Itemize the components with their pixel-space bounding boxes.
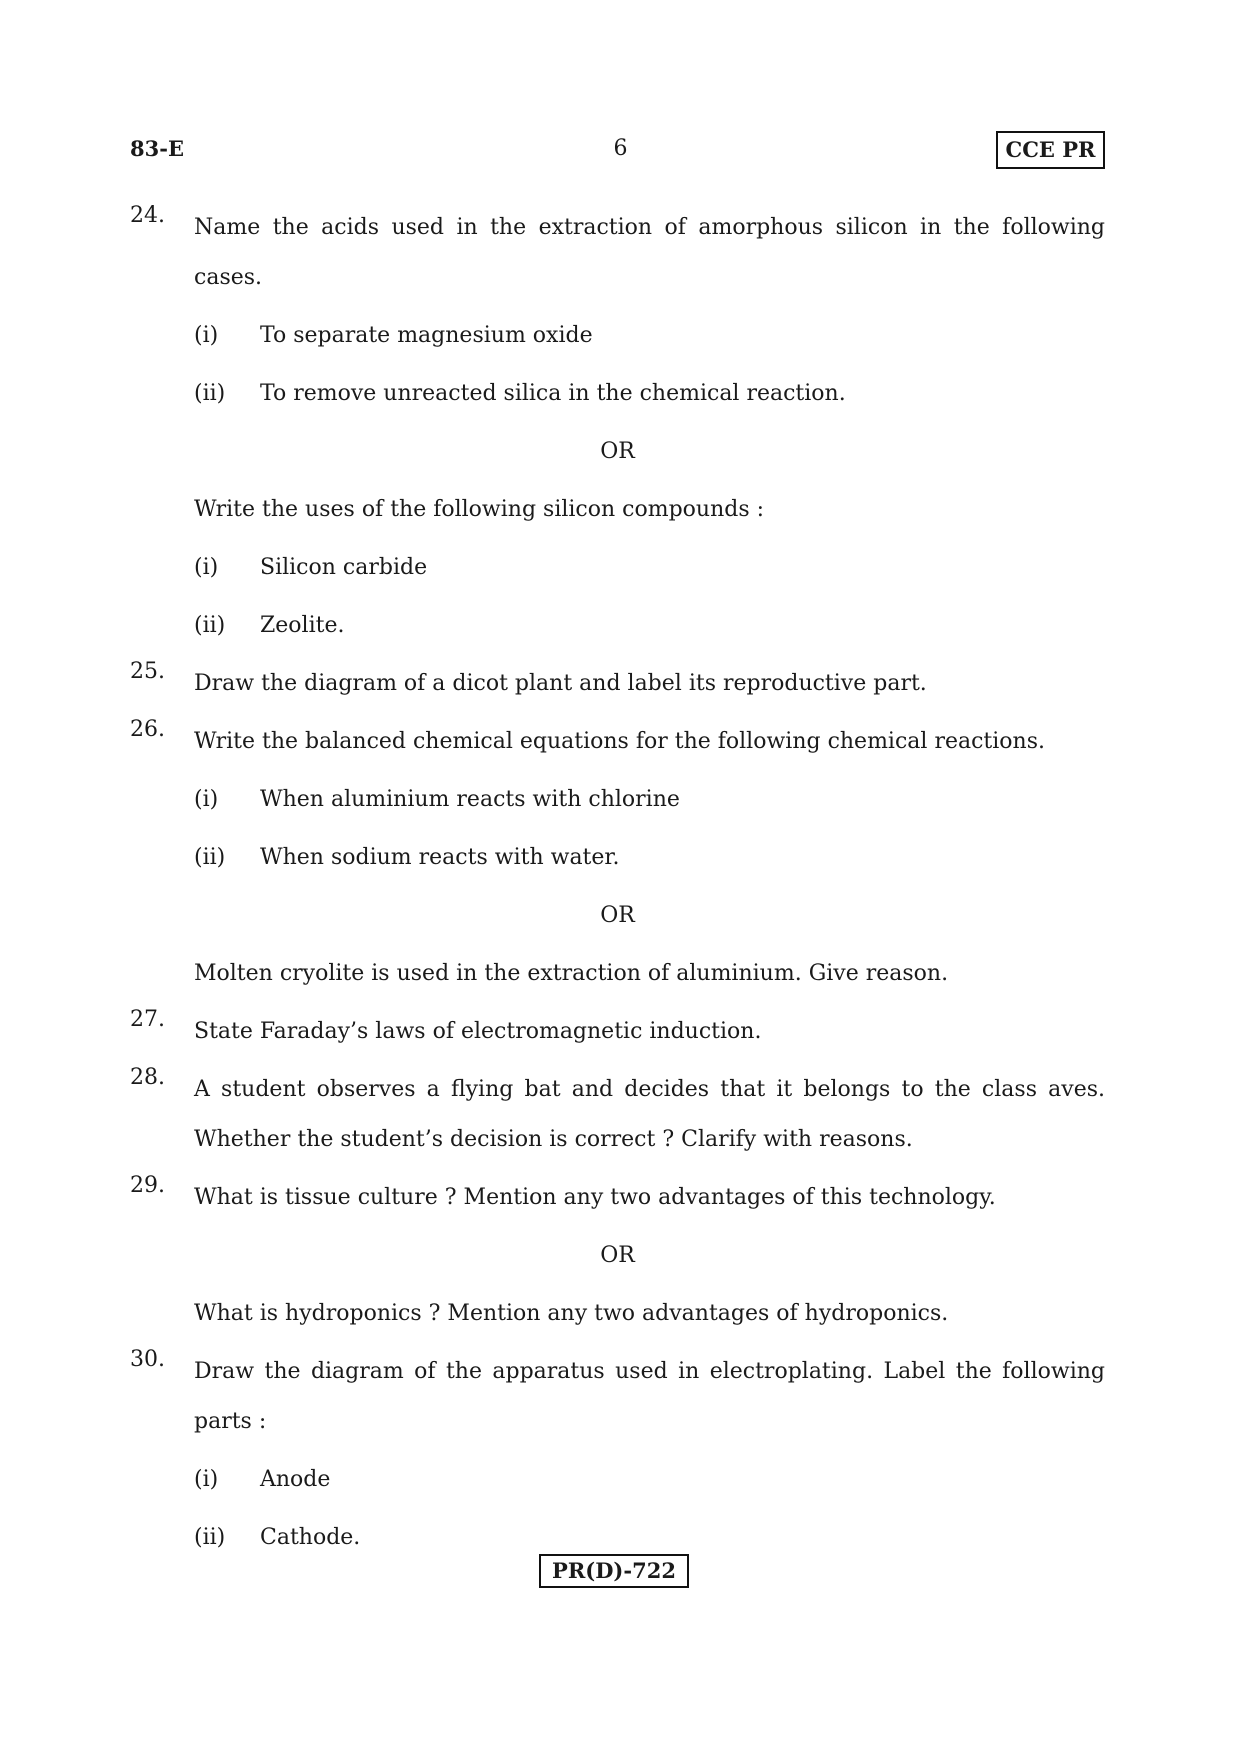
sub-item-text: Silicon carbide (260, 555, 428, 580)
paper-code: 83-E (130, 136, 184, 161)
question-number: 27. (130, 1007, 165, 1032)
question-text: A student observes a flying bat and decides that it belongs to the class aves. Whether the student’s decision is correct ? Clarify with reasons. (194, 1077, 1105, 1152)
sub-item (130, 369, 1105, 419)
sub-item (130, 311, 1105, 361)
sub-item (130, 601, 1105, 651)
question-29 (130, 1173, 1105, 1223)
question-text: Draw the diagram of a dicot plant and label its reproductive part. (194, 671, 927, 696)
question-text: What is tissue culture ? Mention any two advantages of this technology. (194, 1185, 996, 1210)
sub-item-text: When aluminium reacts with chlorine (260, 787, 680, 812)
sub-item-label: (ii) (194, 845, 226, 870)
sub-item-label: (i) (194, 787, 219, 812)
sub-item-text: To remove unreacted silica in the chemical reaction. (260, 381, 846, 406)
alternative-question-text: Write the uses of the following silicon compounds : (194, 497, 765, 522)
or-divider: OR (600, 439, 635, 464)
question-text: Write the balanced chemical equations for the following chemical reactions. (194, 729, 1045, 754)
question-number: 24. (130, 203, 165, 228)
sub-item-text: Zeolite. (260, 613, 345, 638)
alternative-question-text: What is hydroponics ? Mention any two advantages of hydroponics. (194, 1301, 949, 1326)
sub-item-label: (i) (194, 323, 219, 348)
sub-item (130, 1455, 1105, 1505)
question-27 (130, 1007, 1105, 1057)
sub-item-text: Cathode. (260, 1525, 361, 1550)
question-25 (130, 659, 1105, 709)
sub-item-label: (i) (194, 555, 219, 580)
question-30 (130, 1347, 1105, 1447)
question-text: State Faraday’s laws of electromagnetic induction. (194, 1019, 762, 1044)
sub-item-label: (i) (194, 1467, 219, 1492)
question-24 (130, 203, 1105, 303)
question-text: Name the acids used in the extraction of amorphous silicon in the following cases. (194, 215, 1105, 290)
page-number: 6 (613, 136, 628, 161)
sub-item-label: (ii) (194, 381, 226, 406)
or-divider: OR (600, 1243, 635, 1268)
sub-item-label: (ii) (194, 613, 226, 638)
question-list (130, 203, 1105, 1563)
question-number: 28. (130, 1065, 165, 1090)
sub-item (130, 543, 1105, 593)
question-number: 25. (130, 659, 165, 684)
question-text: Draw the diagram of the apparatus used in electroplating. Label the following parts : (194, 1359, 1105, 1434)
question-28 (130, 1065, 1105, 1165)
alternative-question-text: Molten cryolite is used in the extraction of aluminium. Give reason. (194, 961, 949, 986)
question-number: 29. (130, 1173, 165, 1198)
sub-item-label: (ii) (194, 1525, 226, 1550)
sub-item-text: When sodium reacts with water. (260, 845, 620, 870)
question-number: 30. (130, 1347, 165, 1372)
sub-item-text: To separate magnesium oxide (260, 323, 593, 348)
sub-item (130, 775, 1105, 825)
sub-item (130, 833, 1105, 883)
question-number: 26. (130, 717, 165, 742)
or-divider: OR (600, 903, 635, 928)
question-26 (130, 717, 1105, 767)
footer-code-box: PR(D)-722 (539, 1554, 689, 1588)
cce-pr-box: CCE PR (996, 131, 1105, 169)
sub-item-text: Anode (260, 1467, 331, 1492)
